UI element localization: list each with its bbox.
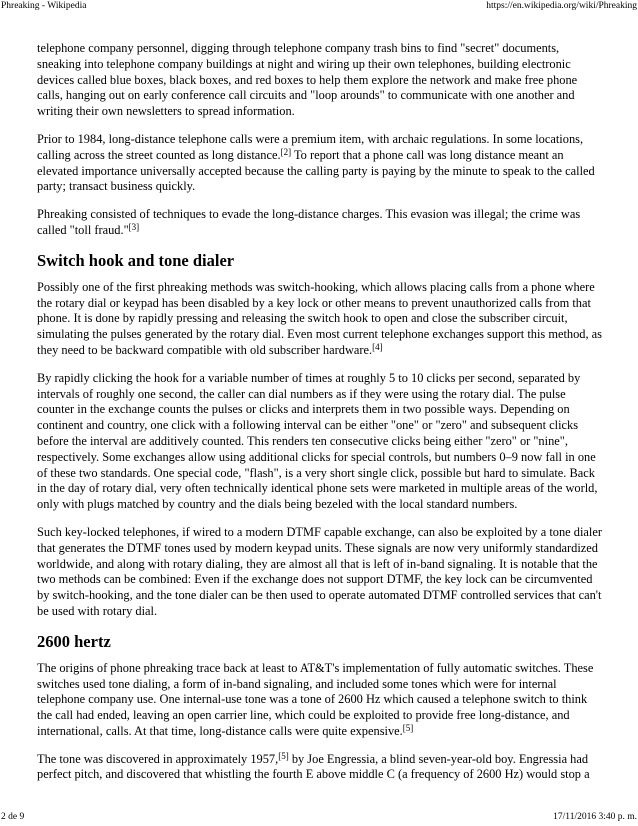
paragraph [37, 661, 603, 740]
paragraph [37, 132, 603, 195]
paragraph-text: Such key-locked telephones, if wired to a modern DTMF capable exchange, can also be exploited by a tone dialer that generates the DTMF tones used by modern keypad units. These signals are now very uniformly standardized worldwide, and along with rotary dialing, they are almost all that is left of in-band signaling. It is notable that the two methods can be combined: Even if the exchange does not support DTMF, the key lock can be circumvented by switch-hooking, and the tone dialer can be then used to operate automated DTMF controlled services that can't be used with rotary dial. [37, 524, 602, 618]
paragraph-text: Phreaking consisted of techniques to evade the long-distance charges. This evasion was illegal; the crime was called "toll fraud." [37, 207, 581, 237]
paragraph-text: To report that a phone call was long distance meant an elevated importance universally accepted because the calling party is paying by the minute to speak to the called party; transact business quickly. [37, 147, 595, 194]
page-number: 2 de 9 [1, 812, 25, 822]
page-url: https://en.wikipedia.org/wiki/Phreaking [486, 1, 637, 11]
paragraph-text: telephone company personnel, digging through telephone company trash bins to find "secret" documents, sneaking into telephone company buildings at night and wiring up their own telephones, building electronic devices called blue boxes, black boxes, and red boxes to help them explore the network and make free phone calls, hanging out on early conference call circuits and "loop arounds" to communicate with one another and writing their own newsletters to spread information. [37, 41, 578, 119]
paragraph [37, 41, 603, 120]
citation-4[interactable]: [4] [372, 341, 383, 352]
page-title: Phreaking - Wikipedia [1, 1, 87, 11]
citation-5[interactable]: [5] [402, 722, 414, 733]
citation-2[interactable]: [2] [280, 146, 292, 157]
paragraph [37, 371, 603, 513]
section-heading-2600-hertz: 2600 hertz [37, 631, 111, 651]
section-heading-switch-hook: Switch hook and tone dialer [37, 250, 235, 270]
paragraph-text: The tone was discovered in approximately 1957, [37, 751, 279, 766]
paragraph-text: Prior to 1984, long-distance telephone calls were a premium item, with archaic regulations. In some locations, calling across the street counted as long distance. [37, 131, 584, 162]
citation-5[interactable]: [5] [278, 750, 289, 761]
paragraph-text: by Joe Engressia, a blind seven-year-old boy. Engressia had perfect pitch, and discovered that whistling the fourth E above middle C (a frequency of 2600 Hz) would stop a [37, 751, 590, 782]
paragraph [37, 525, 603, 620]
print-datetime: 17/11/2016 3:40 p. m. [553, 812, 637, 822]
citation-3[interactable]: [3] [128, 221, 140, 232]
paragraph-text: The origins of phone phreaking trace back at least to AT&T's implementation of fully automatic switches. These switches used tone dialing, a form of in-band signaling, and included some tones which were for internal telephone company use. One internal-use tone was a tone of 2600 Hz which caused a telephone switch to think the call had ended, leaving an open carrier line, which could be exploited to provide free long-distance, and international, calls. At that time, long-distance calls were quite expensive. [37, 660, 594, 738]
paragraph [37, 752, 603, 784]
paragraph [37, 280, 603, 359]
article-body [37, 41, 603, 795]
print-footer [0, 812, 638, 823]
paragraph [37, 207, 603, 239]
print-header [0, 1, 638, 12]
paragraph-text: Possibly one of the first phreaking methods was switch-hooking, which allows placing calls from a phone where the rotary dial or keypad has been disabled by a key lock or other means to prevent unauthorized calls from that phone. It is done by rapidly pressing and releasing the switch hook to open and close the subscriber circuit, simulating the pulses generated by the rotary dial. Even most current telephone exchanges support this method, as they need to be backward compatible with old subscriber hardware. [37, 279, 603, 357]
paragraph-text: By rapidly clicking the hook for a variable number of times at roughly 5 to 10 clicks per second, separated by intervals of roughly one second, the caller can dial numbers as if they were using the rotary dial. The pulse counter in the exchange counts the pulses or clicks and interprets them in two possible ways. Depending on continent and country, one click with a following interval can be either "one" or "zero" and subsequent clicks before the interval are additively counted. This renders ten consecutive clicks being either "zero" or "nine", respectively. Some exchanges allow using additional clicks for special controls, but numbers 0–9 now fall in one of these two standards. One special code, "flash", is a very short single click, possible but hard to simulate. Back in the day of rotary dial, very often technically identical phone sets were marketed in multiple areas of the world, only with plugs matched by country and the dials being bezeled with the local standard numbers. [37, 370, 598, 512]
